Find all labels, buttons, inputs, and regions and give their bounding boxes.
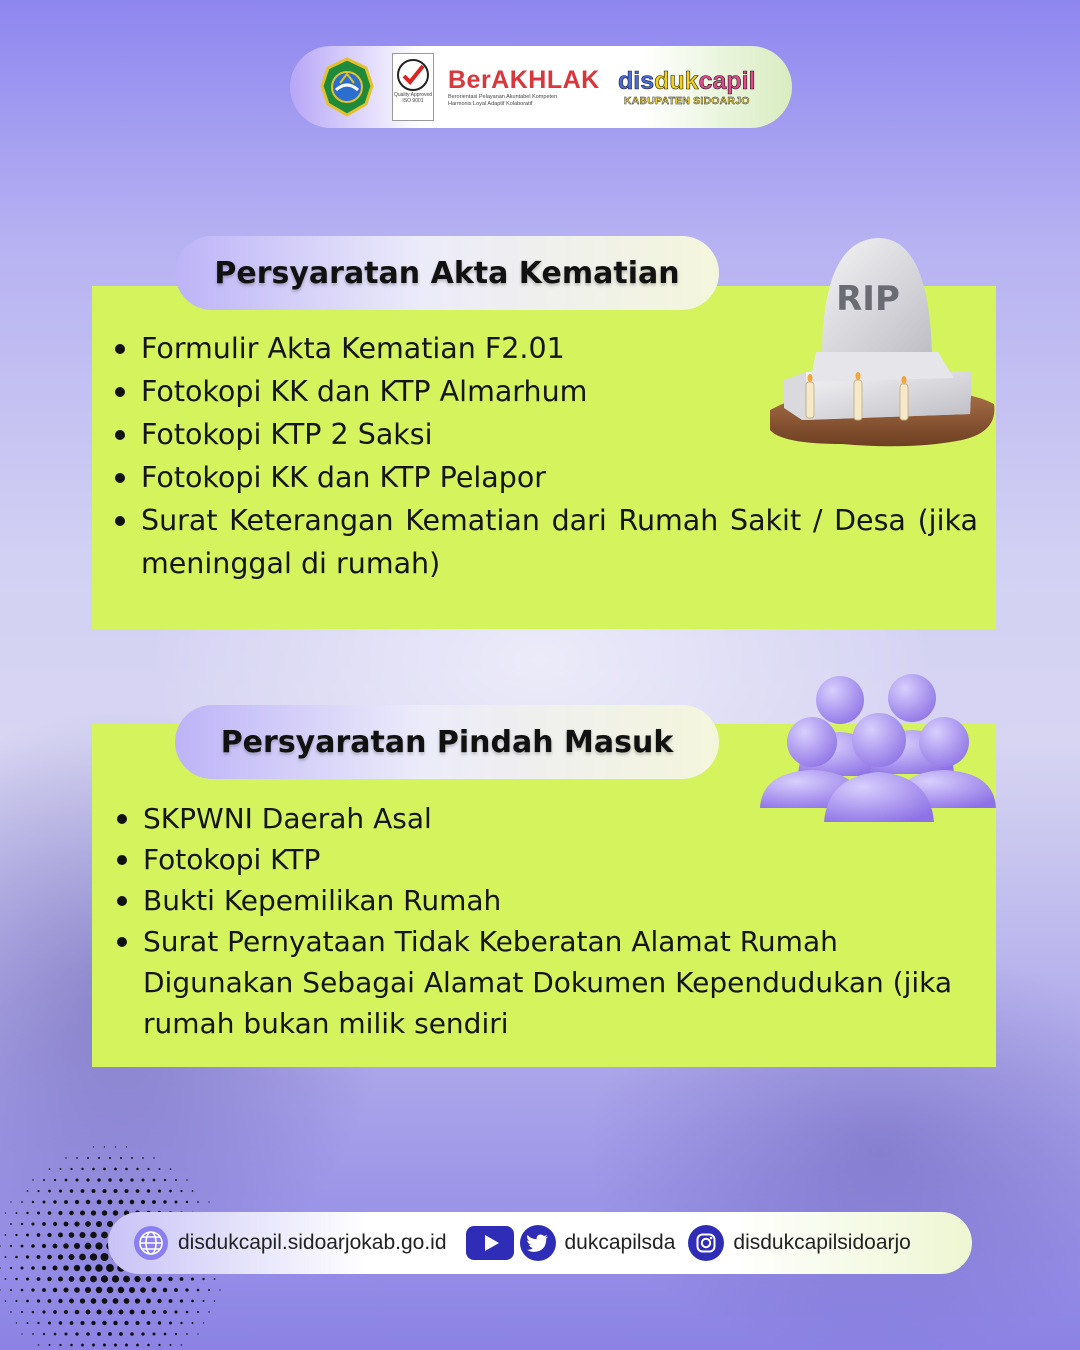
list-item: Formulir Akta Kematian F2.01 (108, 327, 978, 370)
disdukcapil-subtitle: KABUPATEN SIDOARJO (623, 95, 750, 107)
disdukcapil-part-2: duk (654, 67, 699, 95)
website-link[interactable]: disdukcapil.sidoarjokab.go.id (178, 1231, 447, 1254)
instagram-handle[interactable]: disdukcapilsidoarjo (733, 1231, 911, 1254)
list-item: SKPWNI Daerah Asal (110, 798, 970, 839)
globe-icon (132, 1224, 170, 1262)
berakhlak-title: BerAKHLAK (448, 66, 600, 94)
list-item: Fotokopi KTP (110, 839, 970, 880)
list-item: Fotokopi KK dan KTP Pelapor (108, 456, 978, 499)
tombstone-rip-icon (762, 232, 1000, 454)
iso-check-icon (396, 58, 430, 92)
berakhlak-subtitle-2: Harmonis Loyal Adaptif Kolaboratif (448, 101, 533, 107)
rip-label: RIP (836, 279, 900, 319)
logo-bar (290, 46, 792, 128)
berakhlak-logo (448, 66, 604, 108)
disdukcapil-part-3: capil (698, 67, 756, 95)
youtube-icon[interactable] (465, 1225, 515, 1261)
disdukcapil-part-1: dis (618, 67, 655, 95)
akta-kematian-title: Persyaratan Akta Kematian (175, 236, 719, 310)
list-item: Fotokopi KK dan KTP Almarhum (108, 370, 978, 413)
halftone-dots-decoration (0, 1070, 250, 1350)
youtube-twitter-handle[interactable]: dukcapilsda (564, 1231, 676, 1254)
list-item: Bukti Kepemilikan Rumah (110, 880, 970, 921)
list-item: Surat Keterangan Kematian dari Rumah Sakit / Desa (jika meninggal di rumah) (108, 499, 978, 585)
list-item: Fotokopi KTP 2 Saksi (108, 413, 978, 456)
list-item: Surat Pernyataan Tidak Keberatan Alamat Rumah Digunakan Sebagai Alamat Dokumen Kependudukan (jika rumah bukan milik sendiri (110, 921, 970, 1044)
people-group-icon (758, 672, 1000, 824)
sidoarjo-emblem-icon (316, 56, 378, 118)
disdukcapil-title (618, 67, 756, 95)
pindah-masuk-title: Persyaratan Pindah Masuk (175, 705, 719, 779)
twitter-icon[interactable] (519, 1224, 557, 1262)
pindah-masuk-list (110, 798, 970, 1044)
disdukcapil-logo (618, 67, 756, 107)
berakhlak-subtitle-1: Berorientasi Pelayanan Akuntabel Kompeten (448, 94, 558, 100)
iso-badge (392, 53, 434, 121)
iso-badge-text: Quality Approved ISO 9001 (393, 92, 433, 104)
instagram-icon[interactable] (687, 1224, 725, 1262)
footer-social-bar (108, 1212, 972, 1274)
